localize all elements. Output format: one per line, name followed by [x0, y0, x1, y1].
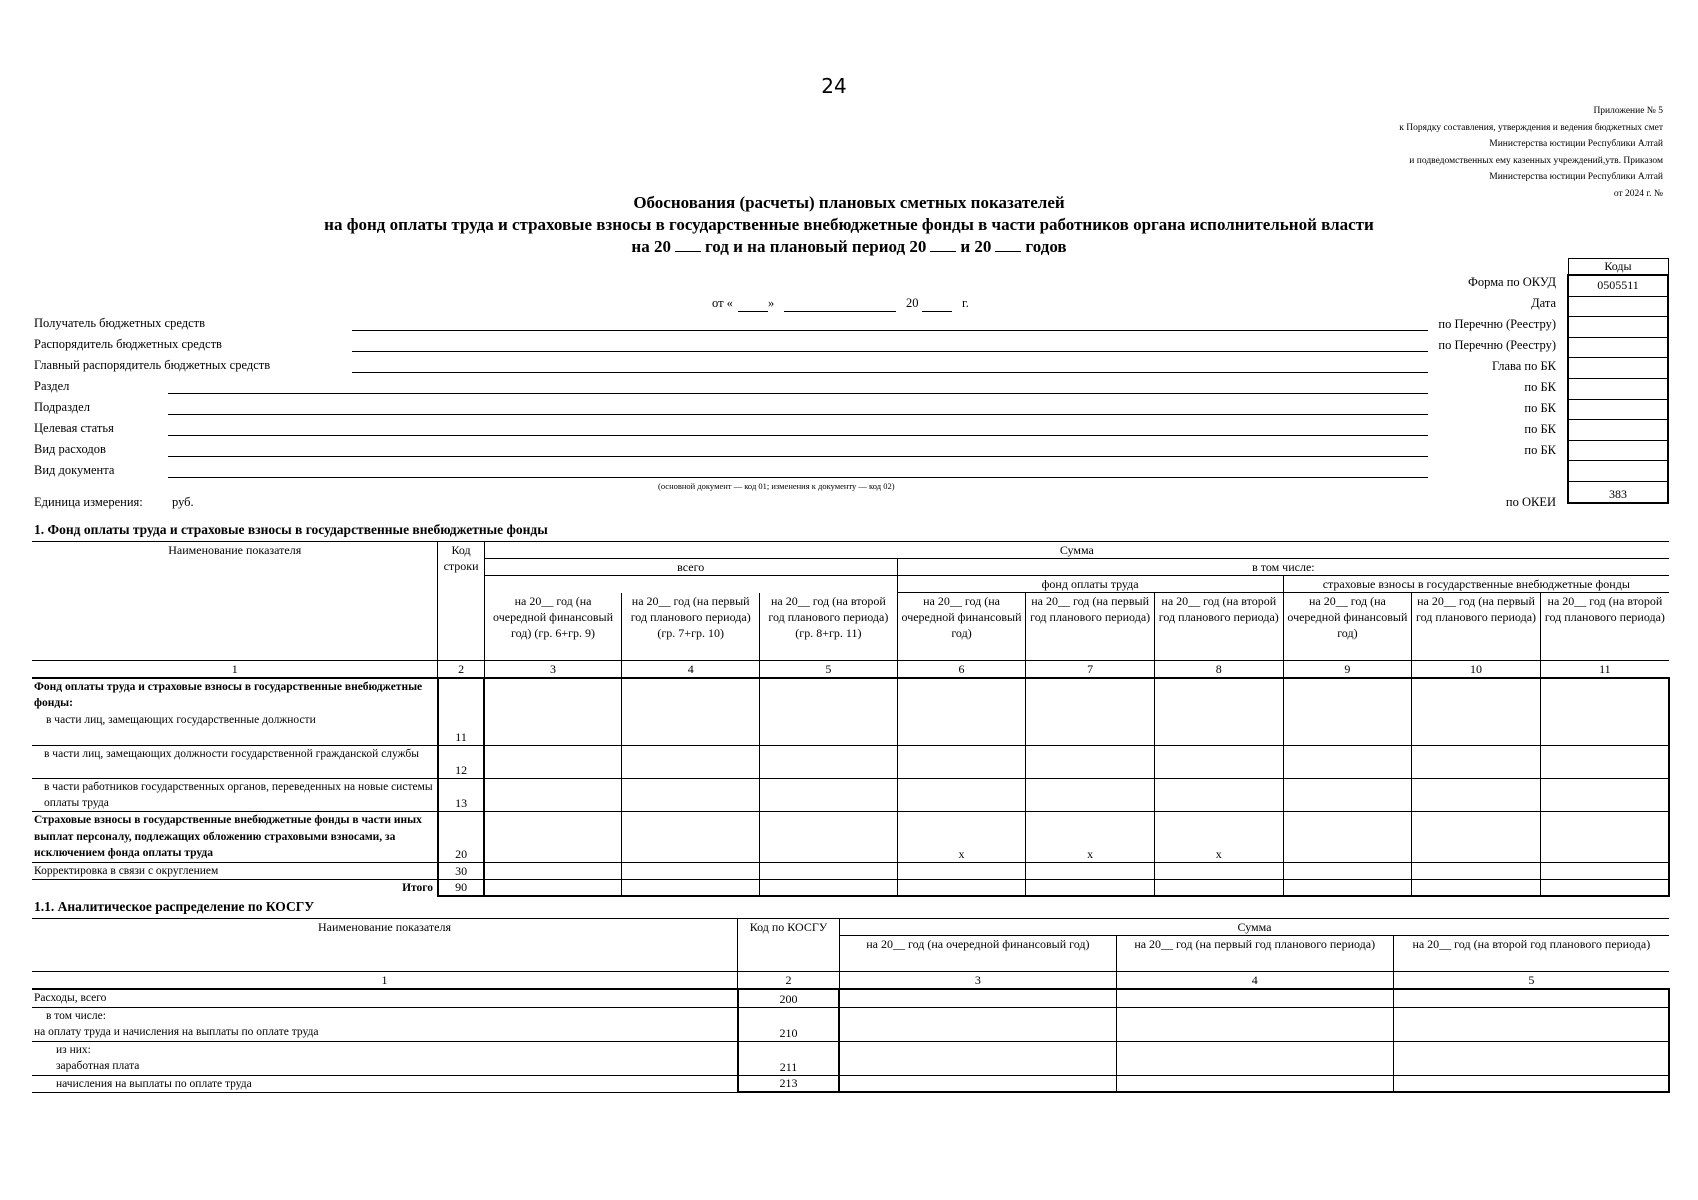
value-cell: [760, 745, 898, 778]
value-cell: [1154, 745, 1283, 778]
column-header: на 20__ год (на первый год планового периода) (гр. 7+гр. 10): [622, 593, 760, 661]
column-number: 1: [32, 661, 438, 679]
column-number: 6: [897, 661, 1026, 679]
value-cell: [1026, 745, 1155, 778]
value-cell: [622, 778, 760, 812]
column-number: 4: [1116, 972, 1393, 990]
value-cell-x: x: [897, 812, 1026, 862]
year-blank: [675, 237, 701, 252]
value-cell: [1026, 862, 1155, 879]
row-code: 90: [438, 879, 484, 896]
annex-block: [1143, 103, 1663, 202]
value-cell: [897, 778, 1026, 812]
label-registry: по Перечню (Реестру): [1438, 338, 1556, 352]
code-cell: [1568, 440, 1668, 461]
year-blank: [930, 237, 956, 252]
value-cell: [760, 862, 898, 879]
annex-line: к Порядку составления, утверждения и ведения бюджетных смет: [1399, 122, 1663, 133]
value-cell: [1540, 678, 1669, 745]
value-cell: [897, 678, 1026, 745]
page-number: 24: [821, 74, 847, 98]
value-cell: [1026, 879, 1155, 896]
row-label: Корректировка в связи с округлением: [32, 862, 438, 879]
value-cell: [1412, 862, 1541, 879]
column-header: на 20__ год (на очередной финансовый год): [1283, 593, 1412, 661]
column-header: на 20__ год (на первый год планового периода): [1116, 936, 1393, 972]
label-distributor: Распорядитель бюджетных средств: [34, 337, 222, 351]
header-sum: Сумма: [484, 542, 1669, 559]
row-label: [32, 1007, 738, 1041]
code-cell: [1568, 337, 1668, 358]
field-line: [352, 351, 1428, 352]
value-cell: [1412, 879, 1541, 896]
row-code: 210: [738, 1007, 840, 1041]
label-bk: по БК: [1524, 401, 1556, 415]
row-label: в части работников государственных органов, переведенных на новые системы оплаты труда: [32, 778, 438, 812]
value-cell: [1393, 989, 1669, 1007]
value-cell: [1283, 745, 1412, 778]
row-label: Расходы, всего: [32, 989, 738, 1007]
value-cell: [839, 1041, 1116, 1075]
value-cell: [1116, 989, 1393, 1007]
label-expense-type: Вид расходов: [34, 442, 106, 456]
value-cell: [1393, 1007, 1669, 1041]
kosgu-table: [32, 918, 1670, 1093]
value-cell-x: x: [1154, 812, 1283, 862]
table-row: [32, 1075, 1669, 1092]
label-bk: по БК: [1524, 422, 1556, 436]
value-cell: [1283, 812, 1412, 862]
label-date: Дата: [1531, 296, 1556, 310]
row-code: 200: [738, 989, 840, 1007]
value-cell: [1026, 778, 1155, 812]
column-number: 5: [760, 661, 898, 679]
header-code: Код по КОСГУ: [738, 919, 840, 972]
label-bk: по БК: [1524, 443, 1556, 457]
column-header: на 20__ год (на очередной финансовый год): [897, 593, 1026, 661]
title-part: годов: [1025, 237, 1067, 256]
table-row: [32, 879, 1669, 896]
header-payroll-fund: фонд оплаты труда: [897, 576, 1283, 593]
value-cell: [760, 678, 898, 745]
codes-header: Коды: [1568, 259, 1668, 276]
value-cell: [484, 862, 622, 879]
row-subtext: в части лиц, замещающих государственные должности: [46, 713, 316, 726]
column-header: на 20__ год (на второй год планового периода): [1412, 937, 1651, 951]
column-header: на 20__ год (на второй год планового периода): [1544, 594, 1665, 624]
label-section: Раздел: [34, 379, 70, 393]
column-number: 2: [438, 661, 484, 679]
label-chapter-bk: Глава по БК: [1491, 359, 1556, 373]
value-cell: [1154, 862, 1283, 879]
document-title: [0, 192, 1698, 258]
annex-line: Министерства юстиции Республики Алтай: [1489, 139, 1663, 149]
row-code: 11: [438, 678, 484, 745]
field-line: [168, 435, 1428, 436]
value-cell: [1116, 1075, 1393, 1092]
value-cell: [760, 879, 898, 896]
column-header: на 20__ год (на второй год планового периода) (гр. 8+гр. 11): [760, 593, 898, 661]
column-number: 8: [1154, 661, 1283, 679]
table-row: [32, 678, 1669, 745]
label-registry: по Перечню (Реестру): [1438, 317, 1556, 331]
header-sum: Сумма: [839, 919, 1669, 936]
header-spacer: [484, 576, 897, 593]
label-target-article: Целевая статья: [34, 421, 114, 435]
value-cell: [1116, 1007, 1393, 1041]
value-cell: [1283, 678, 1412, 745]
annex-line: от 2024 г. №: [1613, 188, 1663, 199]
value-cell: [1283, 778, 1412, 812]
codes-table: [1567, 258, 1669, 504]
column-header: на 20__ год (на первый год планового периода): [1026, 593, 1155, 661]
row-heading: Фонд оплаты труда и страховые взносы в государственные внебюджетные фонды:: [34, 681, 423, 710]
column-header: на 20__ год (на второй год планового периода): [1154, 593, 1283, 661]
table-row: [32, 745, 1669, 778]
row-code: 12: [438, 745, 484, 778]
payroll-table: [32, 541, 1670, 897]
date-suffix: г.: [962, 296, 969, 310]
date-prefix: от «: [712, 296, 733, 310]
row-code: 30: [438, 862, 484, 879]
title-line-2: на фонд оплаты труда и страховые взносы в государственные внебюджетные фонды в части работников органа исполнительной власти: [324, 215, 1374, 234]
value-cell-x: x: [1026, 812, 1155, 862]
label-bk: по БК: [1524, 380, 1556, 394]
row-code: 20: [438, 812, 484, 862]
value-cell: [484, 879, 622, 896]
column-number: 3: [484, 661, 622, 679]
row-subtext: заработная плата: [56, 1059, 140, 1072]
value-cell: [1412, 812, 1541, 862]
table-row: [32, 862, 1669, 879]
section-1-1-title: 1.1. Аналитическое распределение по КОСГУ: [34, 899, 315, 914]
column-number: 5: [1393, 972, 1669, 990]
title-line-3: [0, 236, 1698, 258]
column-number: 7: [1026, 661, 1155, 679]
column-number: 3: [839, 972, 1116, 990]
value-cell: [1154, 879, 1283, 896]
value-cell: [622, 862, 760, 879]
value-cell: [1283, 879, 1412, 896]
value-cell: [484, 812, 622, 862]
header-code: Код строки: [438, 542, 484, 661]
code-cell: [1568, 420, 1668, 441]
value-cell: [1154, 678, 1283, 745]
table-row: [32, 1007, 1669, 1041]
column-number: 11: [1540, 661, 1669, 679]
value-cell: [839, 1075, 1116, 1092]
code-cell: [1568, 399, 1668, 420]
value-cell: [897, 879, 1026, 896]
table-row: [32, 812, 1669, 862]
table-row: [32, 1041, 1669, 1075]
code-cell: [1568, 317, 1668, 338]
label-unit: Единица измерения:: [34, 495, 143, 509]
column-header: на 20__ год (на очередной финансовый год) (гр. 6+гр. 9): [484, 593, 622, 661]
field-line: [168, 414, 1428, 415]
field-line: [168, 393, 1428, 394]
value-cell: [1540, 879, 1669, 896]
row-label-total: Итого: [32, 879, 438, 896]
row-label: начисления на выплаты по оплате труда: [32, 1075, 738, 1092]
header-name: Наименование показателя: [32, 919, 738, 972]
field-line: [352, 372, 1428, 373]
day-blank: [738, 311, 768, 312]
value-cell: [1393, 1041, 1669, 1075]
okud-code: 0505511: [1568, 275, 1668, 296]
value-cell: [1540, 745, 1669, 778]
row-subtext: из них:: [56, 1043, 91, 1056]
row-label: [32, 678, 438, 745]
value-cell: [484, 678, 622, 745]
value-cell: [484, 778, 622, 812]
value-cell: [622, 879, 760, 896]
label-okei: по ОКЕИ: [1505, 495, 1556, 509]
date-mid: »: [768, 296, 775, 310]
row-label: в части лиц, замещающих должности государственной гражданской службы: [32, 745, 438, 778]
value-cell: [839, 1007, 1116, 1041]
value-cell: [1540, 778, 1669, 812]
row-label: Страховые взносы в государственные внебюджетные фонды в части иных выплат персоналу, подлежащих обложению страховыми взносами, за исключением фонда оплаты труда: [32, 812, 438, 862]
row-subtext: на оплату труда и начисления на выплаты по оплате труда: [34, 1025, 319, 1038]
row-code: 211: [738, 1041, 840, 1075]
code-cell: [1568, 296, 1668, 317]
value-cell: [1283, 862, 1412, 879]
label-subsection: Подраздел: [34, 400, 90, 414]
annex-line: Министерства юстиции Республики Алтай: [1489, 172, 1663, 182]
value-cell: [1393, 1075, 1669, 1092]
column-number: 1: [32, 972, 738, 990]
row-subtext: в том числе:: [46, 1009, 106, 1022]
column-header: на 20__ год (на первый год планового периода): [1412, 593, 1541, 661]
label-document-type: Вид документа: [34, 463, 115, 477]
row-label: [32, 1041, 738, 1075]
label-recipient: Получатель бюджетных средств: [34, 316, 206, 330]
annex-line: Приложение № 5: [1593, 106, 1663, 116]
value-cell: [1540, 812, 1669, 862]
value-cell: [1116, 1041, 1393, 1075]
header-insurance: страховые взносы в государственные внебюджетные фонды: [1283, 576, 1669, 593]
title-part: год и на плановый период 20: [704, 237, 927, 256]
value-cell: [1412, 745, 1541, 778]
value-cell: [1540, 862, 1669, 879]
title-line-1: Обоснования (расчеты) плановых сметных показателей: [633, 193, 1065, 212]
code-cell: [1568, 358, 1668, 379]
column-number: 10: [1412, 661, 1541, 679]
label-okud: Форма по ОКУД: [1468, 275, 1556, 289]
month-blank: [784, 311, 896, 312]
value-cell: [1412, 778, 1541, 812]
column-number: 2: [738, 972, 840, 990]
value-cell: [839, 989, 1116, 1007]
column-header: на 20__ год (на очередной финансовый год): [839, 936, 1116, 972]
annex-line: и подведомственных ему казенных учреждений,утв. Приказом: [1409, 155, 1663, 166]
header-including: в том числе:: [897, 559, 1669, 576]
value-cell: [897, 745, 1026, 778]
row-code: 13: [438, 778, 484, 812]
value-cell: [760, 778, 898, 812]
okei-code: 383: [1568, 481, 1668, 502]
header-total: всего: [484, 559, 897, 576]
column-number: 9: [1283, 661, 1412, 679]
value-cell: [1412, 678, 1541, 745]
unit-value: руб.: [172, 495, 194, 509]
column-number: 4: [622, 661, 760, 679]
title-part: и 20: [960, 237, 992, 256]
date-year: 20: [906, 296, 919, 310]
row-code: 213: [738, 1075, 840, 1092]
table-row: [32, 989, 1669, 1007]
code-cell: [1568, 378, 1668, 399]
value-cell: [622, 745, 760, 778]
value-cell: [622, 678, 760, 745]
value-cell: [1154, 778, 1283, 812]
field-line: [168, 477, 1428, 478]
field-line: [352, 330, 1428, 331]
year-blank: [995, 237, 1021, 252]
value-cell: [897, 862, 1026, 879]
code-cell: [1568, 461, 1668, 482]
value-cell: [622, 812, 760, 862]
header-name: Наименование показателя: [32, 542, 438, 661]
table-row: [32, 778, 1669, 812]
value-cell: [1026, 678, 1155, 745]
value-cell: [760, 812, 898, 862]
title-part: на 20: [631, 237, 671, 256]
section-1-title: 1. Фонд оплаты труда и страховые взносы в государственные внебюджетные фонды: [34, 522, 548, 537]
document-type-note: (основной документ — код 01; изменения к документу — код 02): [658, 481, 895, 491]
value-cell: [484, 745, 622, 778]
label-main-distributor: Главный распорядитель бюджетных средств: [34, 358, 271, 372]
field-line: [168, 456, 1428, 457]
year-blank: [922, 311, 952, 312]
